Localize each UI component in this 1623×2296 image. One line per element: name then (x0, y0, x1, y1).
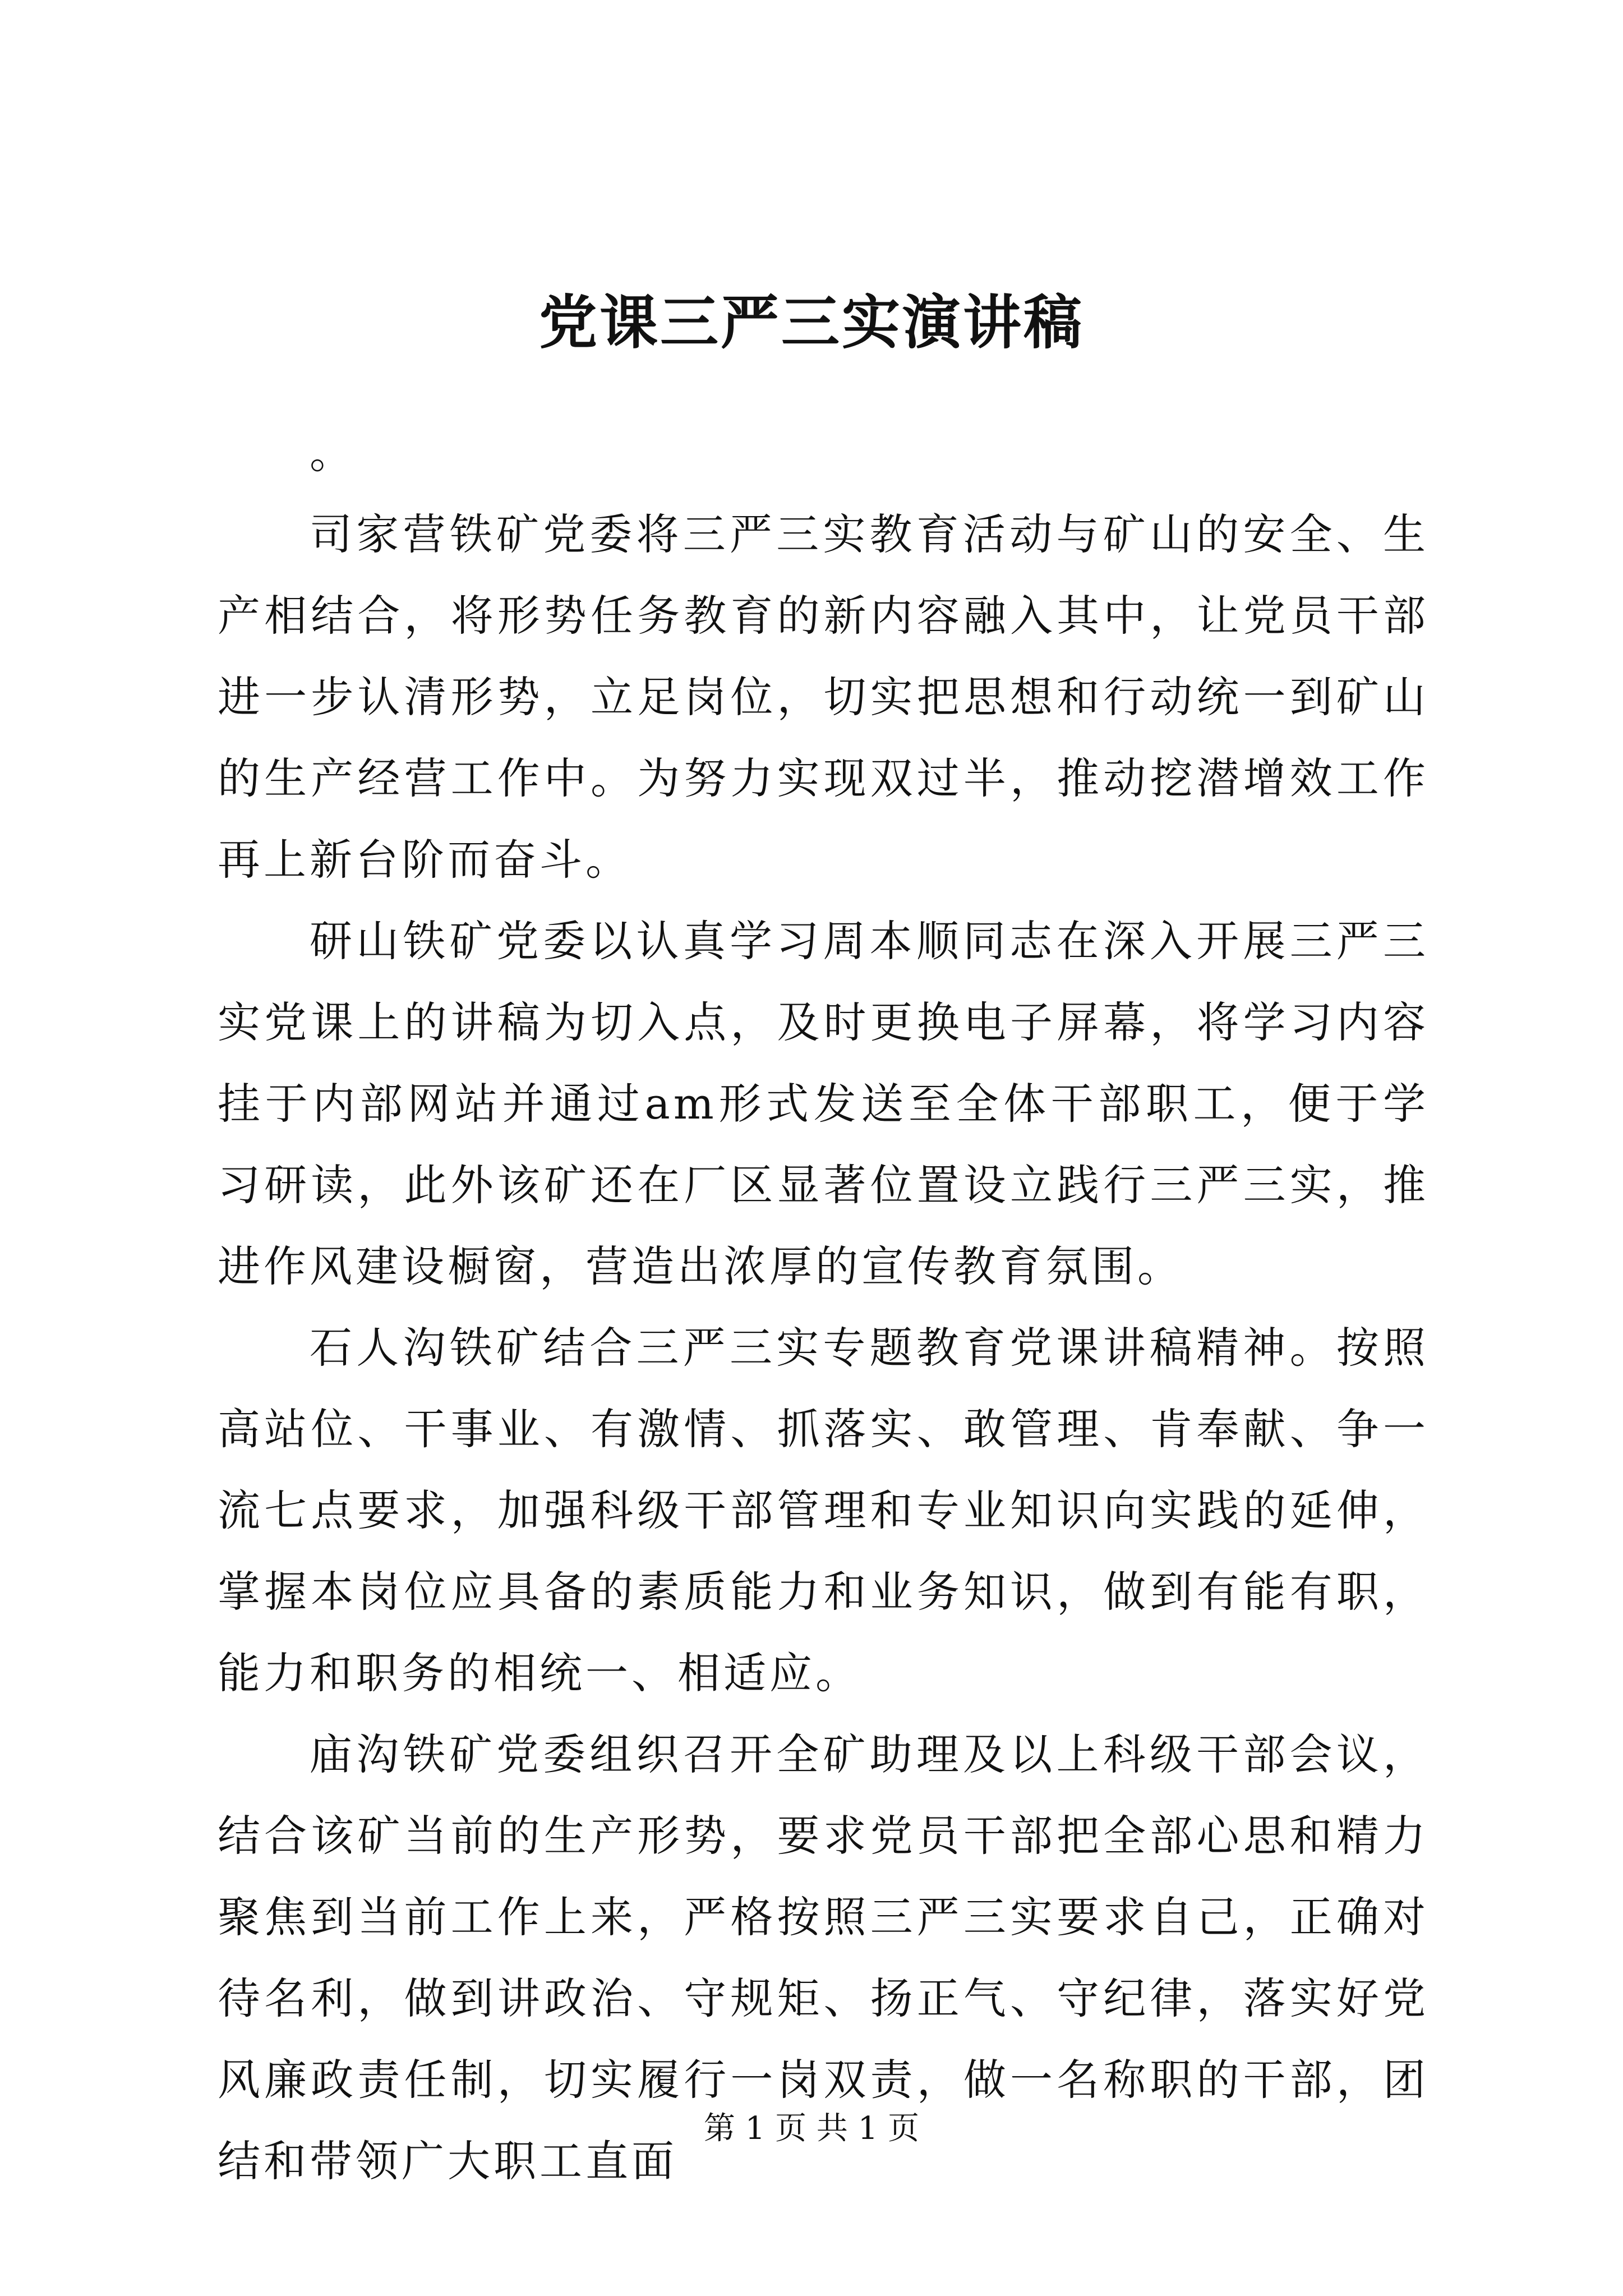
document-body (218, 412, 1429, 2202)
document-title: 党课三严三实演讲稿 (538, 288, 1084, 357)
paragraph-yanshan: 研山铁矿党委以认真学习周本顺同志在深入开展三严三实党课上的讲稿为切入点，及时更换电子屏幕，将学习内容挂于内部网站并通过am形式发送至全体干部职工，便于学习研读，此外该矿还在厂区显著位置设立践行三严三实，推进作风建设橱窗，营造出浓厚的宣传教育氛围。 (218, 916, 1429, 1291)
paragraph-shirengou: 石人沟铁矿结合三严三实专题教育党课讲稿精神。按照高站位、干事业、有激情、抓落实、敢管理、肯奉献、争一流七点要求，加强科级干部管理和专业知识向实践的延伸，掌握本岗位应具备的素质能力和业务知识，做到有能有职，能力和职务的相统一、相适应。 (218, 1323, 1429, 1698)
page-number-footer: 第 1 页 共 1 页 (703, 2110, 920, 2147)
paragraph-sijiaying: 司家营铁矿党委将三严三实教育活动与矿山的安全、生产相结合，将形势任务教育的新内容融入其中，让党员干部进一步认清形势，立足岗位，切实把思想和行动统一到矿山的生产经营工作中。为努力实现双过半，推动挖潜增效工作再上新台阶而奋斗。 (218, 509, 1429, 885)
paragraph-miaogou: 庙沟铁矿党委组织召开全矿助理及以上科级干部会议，结合该矿当前的生产形势，要求党员干部把全部心思和精力聚焦到当前工作上来，严格按照三严三实要求自己，正确对待名利，做到讲政治、守规矩、扬正气、守纪律，落实好党风廉政责任制，切实履行一岗双责，做一名称职的干部，团结和带领广大职工直面 (218, 1729, 1429, 2186)
paragraph-intro: 。 (310, 428, 356, 478)
